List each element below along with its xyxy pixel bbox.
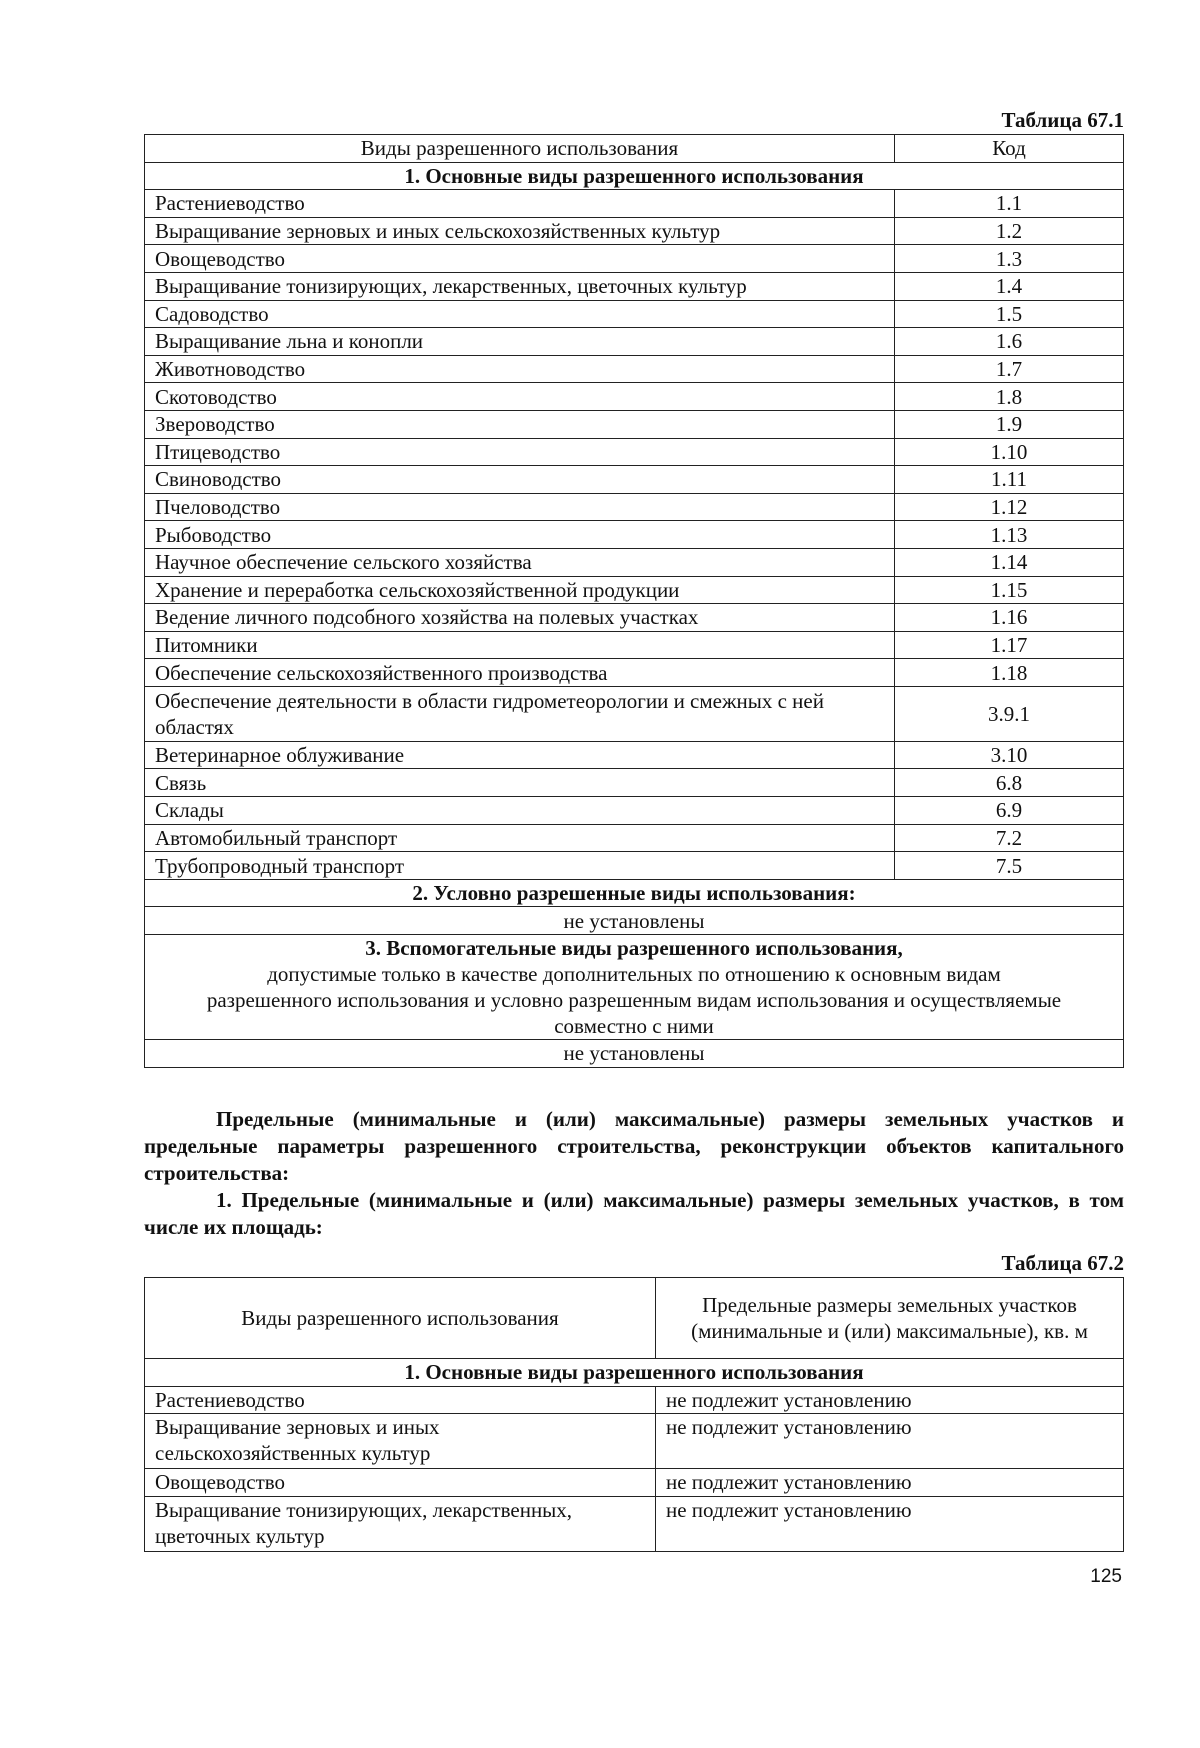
use-type-cell: Автомобильный транспорт — [145, 824, 895, 852]
table-row — [145, 907, 1124, 935]
table-row — [145, 1496, 1124, 1551]
code-cell: 1.8 — [895, 383, 1124, 411]
use-type-cell: Растениеводство — [145, 190, 895, 218]
table-row — [145, 824, 1124, 852]
size-limit-cell: не подлежит установлению — [656, 1414, 1124, 1469]
table-row — [145, 1040, 1124, 1068]
table-row — [145, 1386, 1124, 1414]
code-cell: 7.5 — [895, 852, 1124, 880]
code-cell: 3.10 — [895, 741, 1124, 769]
code-cell: 3.9.1 — [895, 686, 1124, 741]
section-title: 2. Условно разрешенные виды использования: — [145, 879, 1124, 907]
table-row — [145, 1414, 1124, 1469]
page-number: 125 — [1090, 1566, 1122, 1587]
table-row — [145, 245, 1124, 273]
use-type-cell: Свиноводство — [145, 466, 895, 494]
use-type-cell: Рыбоводство — [145, 521, 895, 549]
code-cell: 1.3 — [895, 245, 1124, 273]
table-row — [145, 521, 1124, 549]
use-type-cell: Пчеловодство — [145, 493, 895, 521]
use-type-cell: Овощеводство — [145, 245, 895, 273]
table-row — [145, 328, 1124, 356]
table-row — [145, 631, 1124, 659]
code-cell: 1.15 — [895, 576, 1124, 604]
header-code: Код — [895, 135, 1124, 163]
code-cell: 1.17 — [895, 631, 1124, 659]
code-cell: 7.2 — [895, 824, 1124, 852]
use-type-cell: Выращивание тонизирующих, лекарственных, цветочных культур — [145, 1496, 656, 1551]
use-type-cell: Выращивание зерновых и иных сельскохозяйственных культур — [145, 1414, 656, 1469]
use-type-cell: Животноводство — [145, 355, 895, 383]
use-type-cell: Садоводство — [145, 300, 895, 328]
section-value: не установлены — [145, 907, 1124, 935]
table-row — [145, 300, 1124, 328]
use-type-cell: Склады — [145, 797, 895, 825]
paragraph-limits: Предельные (минимальные и (или) максимальные) размеры земельных участков и предельные параметры разрешенного строительства, реконструкции объектов капитального строительства: — [144, 1107, 1124, 1185]
paragraph-land-size: 1. Предельные (минимальные и (или) максимальные) размеры земельных участков, в том числе их площадь: — [144, 1188, 1124, 1239]
code-cell: 6.8 — [895, 769, 1124, 797]
section-row — [145, 1359, 1124, 1387]
code-cell: 1.18 — [895, 659, 1124, 687]
use-type-cell: Связь — [145, 769, 895, 797]
table-row — [145, 769, 1124, 797]
section-description: допустимые только в качестве дополнительных по отношению к основным видам разрешенного использования и условно разрешенным видам использования и осуществляемые совместно с ними — [206, 962, 1062, 1039]
use-type-cell: Выращивание зерновых и иных сельскохозяйственных культур — [145, 217, 895, 245]
table-header-row — [145, 1278, 1124, 1359]
size-limit-cell: не подлежит установлению — [656, 1496, 1124, 1551]
table-row — [145, 355, 1124, 383]
permitted-use-table — [144, 134, 1124, 1068]
code-cell: 1.13 — [895, 521, 1124, 549]
table-row — [145, 797, 1124, 825]
use-type-cell: Научное обеспечение сельского хозяйства — [145, 548, 895, 576]
use-type-cell: Выращивание льна и конопли — [145, 328, 895, 356]
code-cell: 1.9 — [895, 410, 1124, 438]
use-type-cell: Питомники — [145, 631, 895, 659]
table1-caption: Таблица 67.1 — [1001, 108, 1124, 132]
code-cell: 1.12 — [895, 493, 1124, 521]
table-row — [145, 466, 1124, 494]
table-row — [145, 852, 1124, 880]
use-type-cell: Хранение и переработка сельскохозяйственной продукции — [145, 576, 895, 604]
size-limit-cell: не подлежит установлению — [656, 1386, 1124, 1414]
code-cell: 1.11 — [895, 466, 1124, 494]
table-header-row — [145, 135, 1124, 163]
code-cell: 1.10 — [895, 438, 1124, 466]
use-type-cell: Выращивание тонизирующих, лекарственных, цветочных культур — [145, 272, 895, 300]
table-row — [145, 217, 1124, 245]
table-row — [145, 604, 1124, 632]
code-cell: 1.4 — [895, 272, 1124, 300]
code-cell: 1.5 — [895, 300, 1124, 328]
table-row — [145, 659, 1124, 687]
table-row — [145, 438, 1124, 466]
section-row — [145, 162, 1124, 190]
table-row — [145, 576, 1124, 604]
section-value: не установлены — [145, 1040, 1124, 1068]
table-row — [145, 272, 1124, 300]
table-row — [145, 383, 1124, 411]
section3-cell — [145, 935, 1124, 1040]
section-title: 3. Вспомогательные виды разрешенного использования, — [365, 936, 903, 961]
table-row — [145, 1469, 1124, 1497]
use-type-cell: Звероводство — [145, 410, 895, 438]
use-type-cell: Ветеринарное облуживание — [145, 741, 895, 769]
section-title: 1. Основные виды разрешенного использования — [145, 1359, 1124, 1387]
section-row — [145, 935, 1124, 1040]
code-cell: 1.16 — [895, 604, 1124, 632]
table-row — [145, 548, 1124, 576]
table-row — [145, 686, 1124, 741]
table2-caption: Таблица 67.2 — [1001, 1251, 1124, 1275]
use-type-cell: Растениеводство — [145, 1386, 656, 1414]
section-row — [145, 879, 1124, 907]
use-type-cell: Овощеводство — [145, 1469, 656, 1497]
land-size-table — [144, 1277, 1124, 1552]
header-use-type: Виды разрешенного использования — [145, 1278, 656, 1359]
code-cell: 1.2 — [895, 217, 1124, 245]
code-cell: 1.1 — [895, 190, 1124, 218]
use-type-cell: Ведение личного подсобного хозяйства на полевых участках — [145, 604, 895, 632]
use-type-cell: Обеспечение деятельности в области гидрометеорологии и смежных с ней областях — [145, 686, 895, 741]
table-row — [145, 493, 1124, 521]
use-type-cell: Трубопроводный транспорт — [145, 852, 895, 880]
code-cell: 6.9 — [895, 797, 1124, 825]
header-size-limits: Предельные размеры земельных участков (минимальные и (или) максимальные), кв. м — [656, 1278, 1124, 1359]
section-title: 1. Основные виды разрешенного использования — [145, 162, 1124, 190]
code-cell: 1.14 — [895, 548, 1124, 576]
table-row — [145, 741, 1124, 769]
table-row — [145, 410, 1124, 438]
use-type-cell: Птицеводство — [145, 438, 895, 466]
use-type-cell: Скотоводство — [145, 383, 895, 411]
table-row — [145, 190, 1124, 218]
code-cell: 1.7 — [895, 355, 1124, 383]
size-limit-cell: не подлежит установлению — [656, 1469, 1124, 1497]
header-use-type: Виды разрешенного использования — [145, 135, 895, 163]
code-cell: 1.6 — [895, 328, 1124, 356]
use-type-cell: Обеспечение сельскохозяйственного производства — [145, 659, 895, 687]
